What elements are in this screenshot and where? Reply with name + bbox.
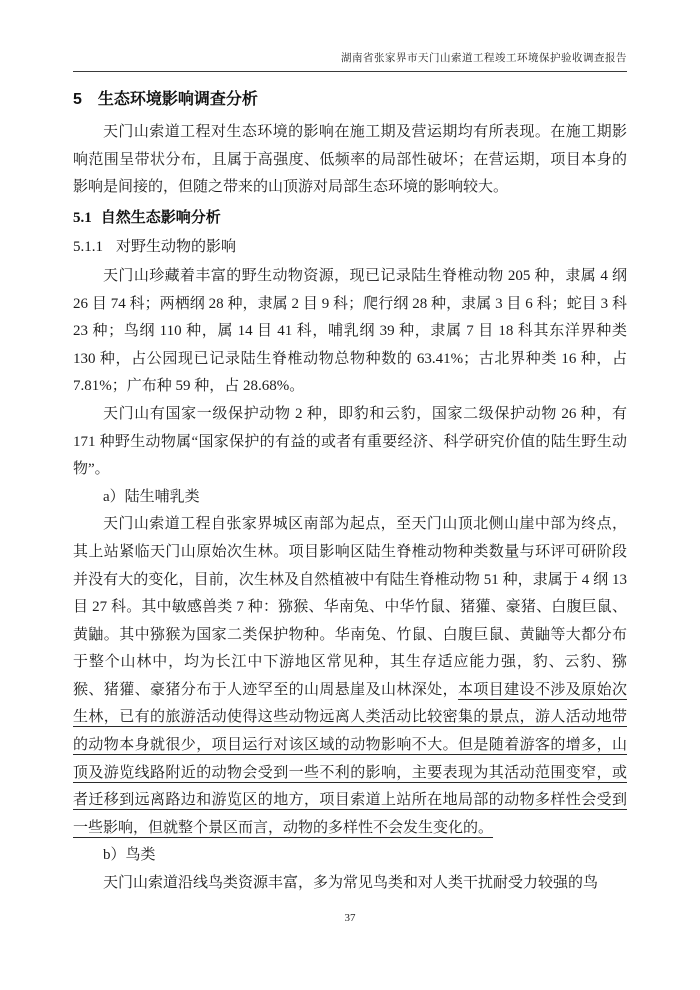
page-content	[73, 50, 627, 898]
intro-paragraph	[73, 119, 627, 202]
list-item-a-label: a）陆生哺乳类	[103, 488, 200, 505]
running-header: 湖南省张家界市天门山索道工程竣工环境保护验收调查报告	[73, 50, 627, 72]
subsubsection-title: 对野生动物的影响	[116, 238, 237, 256]
section-title: 生态环境影响调查分析	[97, 91, 258, 108]
mammal-paragraph-normal-run: 天门山索道工程自张家界城区南部为起点，至天门山顶北侧山崖中部为终点，其上站紧临天门山原始次生林。项目影响区陆生脊椎动物种类数量与环评可研阶段并没有大的变化，目前，次生林及自然植被中有陆生脊椎动物 51 种，隶属于 4 纲 13 目 27 科。其中敏感兽类 7 种：猕猴、华南兔、中华竹鼠、猪獾、豪猪、白腹巨鼠、黄鼬。其中猕猴为国家二类保护物种。华南兔、竹鼠、白腹巨鼠、黄鼬等大都分布于整个山林中，均为长江中下游地区常见种，其生存适应能力强，豹、云豹、猕猴、猪獾、豪猪分布于人迹罕至的山周悬崖及山林深处，	[73, 516, 627, 698]
wildlife-paragraph	[73, 263, 627, 401]
page-number: 37	[344, 912, 356, 924]
subsection-heading	[73, 204, 627, 233]
subsubsection-number: 5.1.1	[73, 239, 103, 256]
list-item-b-label: b）鸟类	[103, 847, 156, 864]
subsubsection-heading	[73, 233, 627, 262]
mammal-paragraph-underlined-run: 本项目建设不涉及原始次生林，已有的旅游活动使得这些动物远离人类活动比较密集的景点，游人活动地带的动物本身就很少，项目运行对该区域的动物影响不大。但是随着游客的增多，山顶及游览线路附近的动物会受到一些不利的影响，主要表现为其活动范围变窄，或者迁移到远离路边和游览区的地方，项目索道上站所在地局部的动物多样性会受到一些影响，但就整个景区而言，动物的多样性不会发生变化的。	[73, 681, 627, 836]
list-item-a	[73, 484, 627, 512]
protected-species-paragraph	[73, 401, 627, 484]
list-item-b	[73, 842, 627, 870]
wildlife-paragraph-text: 天门山珍藏着丰富的野生动物资源，现已记录陆生脊椎动物 205 种，隶属 4 纲 26 目 74 科；两栖纲 28 种，隶属 2 目 9 科；爬行纲 28 种，隶属 3 目 6 科；蛇目 3 科 23 种；鸟纲 110 种，属 14 目 41 科，哺乳纲 39 种，隶属 7 目 18 科其东洋界种类 130 种，占公园现已记录陆生脊椎动物总物种数的 63.41%；古北界种类 16 种，占 7.81%；广布种 59 种，占 28.68%。	[73, 267, 627, 395]
bird-paragraph-text: 天门山索道沿线鸟类资源丰富，多为常见鸟类和对人类干扰耐受力较强的鸟	[103, 875, 599, 892]
bird-paragraph	[73, 870, 627, 898]
section-number: 5	[73, 91, 82, 108]
intro-paragraph-text: 天门山索道工程对生态环境的影响在施工期及营运期均有所表现。在施工期影响范围呈带状分布，且属于高强度、低频率的局部性破坏；在营运期，项目本身的影响是间接的，但随之带来的山顶游对局部生态环境的影响较大。	[73, 124, 627, 196]
subsection-number: 5.1	[73, 209, 92, 226]
subsection-title: 自然生态影响分析	[100, 208, 221, 226]
section-heading	[73, 89, 627, 111]
protected-species-paragraph-text: 天门山有国家一级保护动物 2 种，即豹和云豹，国家二级保护动物 26 种，有 171 种野生动物属“国家保护的有益的或者有重要经济、科学研究价值的陆生野生动物”。	[73, 405, 627, 478]
mammal-paragraph	[73, 511, 627, 842]
